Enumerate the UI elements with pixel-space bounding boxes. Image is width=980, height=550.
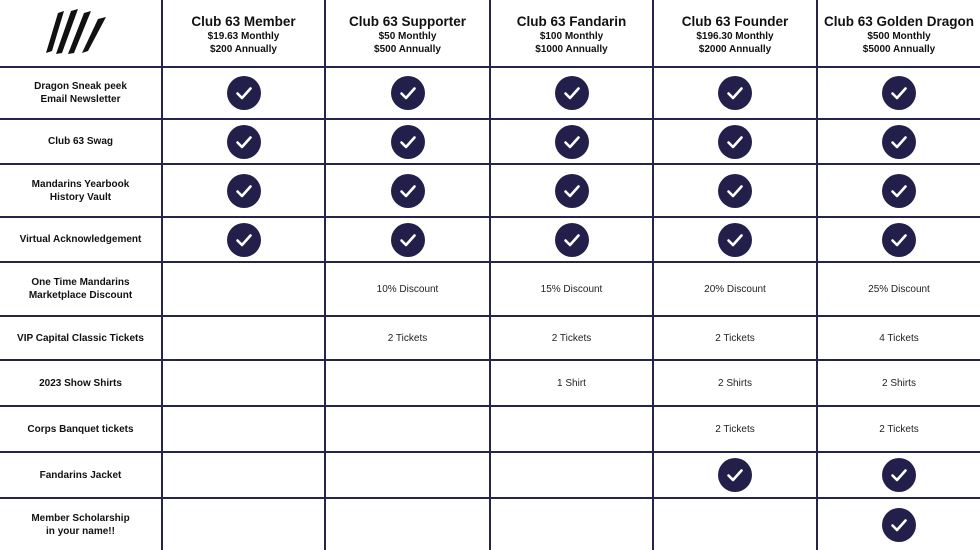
tier-header (491, 0, 654, 68)
benefit-cell (326, 499, 491, 550)
feature-label-line: Marketplace Discount (28, 290, 133, 301)
benefit-cell (163, 68, 326, 120)
feature-label (14, 233, 148, 246)
tier-name: Club 63 Member (191, 14, 296, 29)
benefit-cell (818, 499, 980, 550)
check-circle-icon (882, 458, 916, 492)
feature-label-line: 2023 Show Shirts (39, 377, 122, 389)
benefit-cell (163, 361, 326, 407)
tier-monthly-price: $100 Monthly (539, 31, 604, 42)
benefit-cell (163, 120, 326, 165)
feature-label (42, 135, 119, 148)
check-circle-icon (882, 223, 916, 257)
feature-label (21, 423, 139, 436)
feature-label-line: VIP Capital Classic Tickets (17, 332, 144, 344)
check-circle-icon (718, 458, 752, 492)
feature-label (28, 80, 133, 106)
benefit-cell (818, 120, 980, 165)
feature-label (25, 512, 135, 538)
claw-marks-icon (44, 7, 118, 60)
benefit-cell (163, 407, 326, 453)
benefit-value: 15% Discount (540, 283, 603, 295)
benefit-cell (654, 453, 818, 499)
check-circle-icon (555, 76, 589, 110)
tier-name: Club 63 Golden Dragon (823, 14, 974, 29)
feature-label-line: Dragon Sneak peek (34, 81, 127, 92)
benefit-cell (818, 361, 980, 407)
benefit-cell (326, 165, 491, 218)
tier-monthly-price: $196.30 Monthly (696, 31, 774, 42)
feature-label-cell (0, 165, 163, 218)
benefit-cell (654, 361, 818, 407)
benefit-cell (818, 165, 980, 218)
feature-label-cell (0, 453, 163, 499)
tier-monthly-price: $500 Monthly (867, 31, 931, 42)
tier-header (654, 0, 818, 68)
benefit-cell (491, 263, 654, 317)
check-circle-icon (391, 174, 425, 208)
benefit-cell (818, 453, 980, 499)
benefit-value: 2 Shirts (882, 377, 916, 389)
feature-label-line: Corps Banquet tickets (27, 423, 134, 435)
feature-label-cell (0, 68, 163, 120)
feature-label-line: One Time Mandarins (31, 277, 130, 288)
tier-annual-price: $1000 Annually (535, 44, 608, 55)
feature-label-cell (0, 317, 163, 361)
check-circle-icon (227, 174, 261, 208)
benefit-cell (326, 120, 491, 165)
benefit-value: 2 Tickets (551, 332, 592, 344)
benefit-cell (163, 218, 326, 263)
benefit-cell (818, 263, 980, 317)
feature-label-line: History Vault (49, 191, 112, 203)
benefit-cell (654, 165, 818, 218)
benefit-cell (163, 263, 326, 317)
benefit-cell (326, 407, 491, 453)
benefit-cell (326, 68, 491, 120)
benefit-cell (163, 165, 326, 218)
feature-label-cell (0, 407, 163, 453)
benefit-cell (163, 317, 326, 361)
feature-label (33, 377, 128, 390)
tier-monthly-price: $19.63 Monthly (207, 31, 280, 42)
feature-label-cell (0, 499, 163, 550)
benefit-value: 1 Shirt (557, 377, 586, 389)
check-circle-icon (882, 125, 916, 159)
benefit-value: 2 Tickets (715, 332, 755, 344)
benefit-value: 25% Discount (868, 283, 930, 295)
benefit-cell (326, 218, 491, 263)
tier-annual-price: $200 Annually (210, 44, 277, 55)
benefit-cell (654, 317, 818, 361)
check-circle-icon (227, 125, 261, 159)
check-circle-icon (391, 125, 425, 159)
feature-label-line: Fandarins Jacket (39, 469, 122, 481)
benefit-cell (491, 165, 654, 218)
feature-label-line: Club 63 Swag (47, 136, 113, 147)
benefit-value: 20% Discount (704, 283, 766, 295)
tier-header (163, 0, 326, 68)
check-circle-icon (391, 76, 425, 110)
benefit-cell (491, 68, 654, 120)
check-circle-icon (391, 223, 425, 257)
check-circle-icon (718, 76, 752, 110)
tier-name: Club 63 Fandarin (516, 14, 627, 29)
check-circle-icon (227, 76, 261, 110)
check-circle-icon (718, 125, 752, 159)
check-circle-icon (555, 174, 589, 208)
feature-label (26, 178, 136, 204)
benefit-value: 2 Tickets (879, 423, 919, 435)
tier-header (326, 0, 491, 68)
benefit-cell (491, 499, 654, 550)
benefit-cell (654, 499, 818, 550)
check-circle-icon (555, 223, 589, 257)
benefit-cell (326, 263, 491, 317)
benefit-cell (491, 453, 654, 499)
benefit-cell (326, 453, 491, 499)
benefit-cell (654, 407, 818, 453)
benefit-cell (818, 68, 980, 120)
benefit-value: 2 Tickets (715, 423, 755, 435)
benefit-cell (818, 317, 980, 361)
benefit-cell (491, 407, 654, 453)
benefit-cell (818, 218, 980, 263)
tier-annual-price: $5000 Annually (862, 44, 936, 55)
logo-cell (0, 0, 163, 68)
feature-label-cell (0, 120, 163, 165)
tier-header (818, 0, 980, 68)
benefit-cell (163, 453, 326, 499)
feature-label-line: Member Scholarship (31, 512, 130, 524)
tier-name: Club 63 Founder (681, 14, 789, 29)
benefit-value: 4 Tickets (879, 332, 919, 344)
benefit-value: 2 Tickets (387, 332, 428, 344)
benefit-cell (491, 218, 654, 263)
benefit-cell (654, 218, 818, 263)
tier-monthly-price: $50 Monthly (378, 31, 437, 42)
check-circle-icon (718, 223, 752, 257)
feature-label-cell (0, 218, 163, 263)
benefit-cell (491, 361, 654, 407)
feature-label-cell (0, 361, 163, 407)
benefit-cell (326, 317, 491, 361)
benefit-cell (654, 120, 818, 165)
tier-annual-price: $500 Annually (374, 44, 441, 55)
benefit-value: 10% Discount (376, 283, 439, 295)
benefit-cell (818, 407, 980, 453)
benefit-cell (654, 68, 818, 120)
tier-name: Club 63 Supporter (348, 14, 466, 29)
check-circle-icon (882, 174, 916, 208)
check-circle-icon (227, 223, 261, 257)
benefit-cell (326, 361, 491, 407)
check-circle-icon (882, 76, 916, 110)
benefit-cell (163, 499, 326, 550)
check-circle-icon (555, 125, 589, 159)
check-circle-icon (882, 508, 916, 542)
feature-label-line: in your name!! (46, 525, 115, 537)
benefit-cell (491, 317, 654, 361)
benefit-cell (491, 120, 654, 165)
tier-annual-price: $2000 Annually (698, 44, 772, 55)
feature-label (34, 469, 128, 482)
feature-label (11, 332, 150, 345)
feature-label (23, 276, 138, 302)
feature-label-line: Mandarins Yearbook (31, 178, 130, 190)
benefit-value: 2 Shirts (718, 377, 752, 389)
feature-label-line: Email Newsletter (40, 94, 121, 105)
feature-label-line: Virtual Acknowledgement (19, 234, 142, 245)
feature-label-cell (0, 263, 163, 317)
check-circle-icon (718, 174, 752, 208)
benefit-cell (654, 263, 818, 317)
